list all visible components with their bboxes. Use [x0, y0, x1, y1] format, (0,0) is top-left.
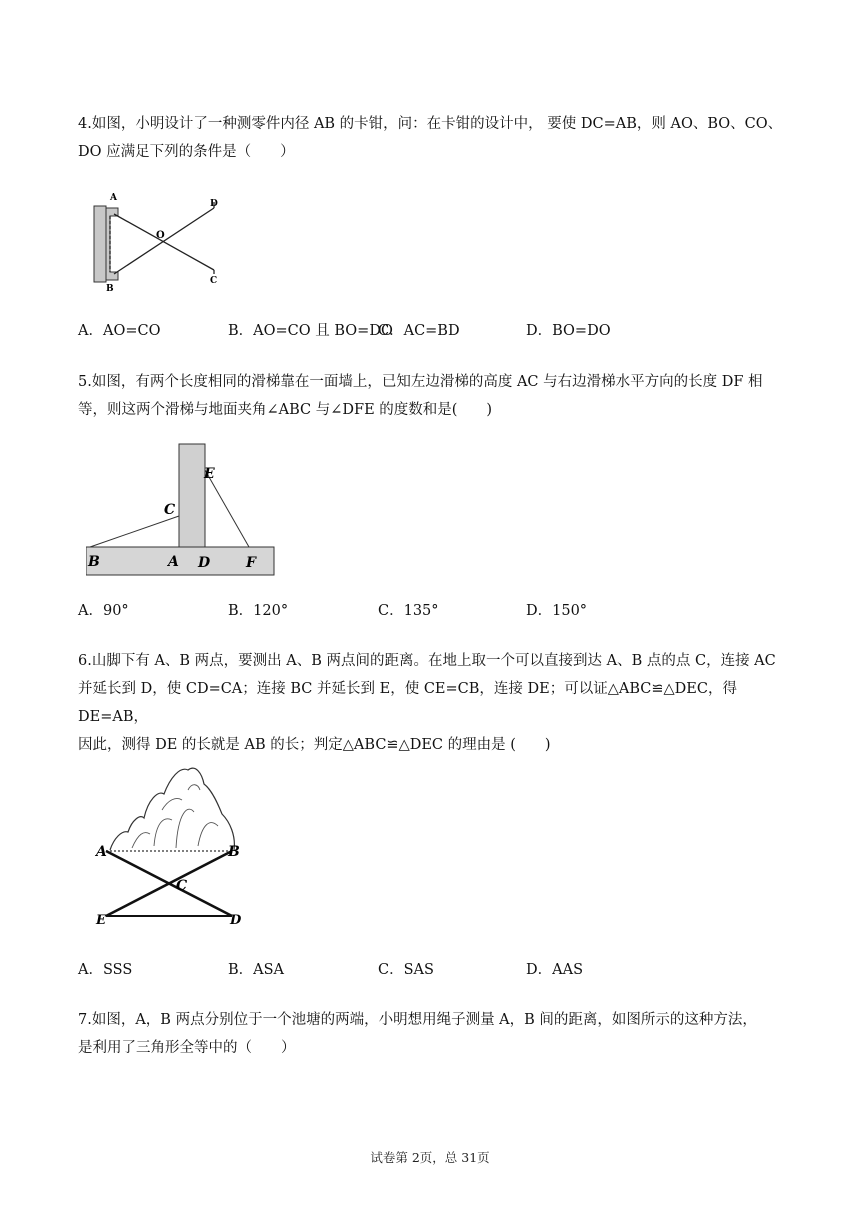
label-d: D [230, 913, 242, 928]
label-c: C [164, 502, 176, 518]
caliper-bar [94, 206, 106, 282]
label-e: E [204, 466, 215, 482]
question-5-text [78, 368, 788, 424]
caliper-diagram [86, 188, 236, 298]
question-7-line-1: 7.如图，A，B 两点分别位于一个池塘的两端，小明想用绳子测量 A，B 间的距离，如图所示的这种方法， [78, 1012, 757, 1028]
arm-ac [114, 214, 214, 270]
label-o: O [156, 230, 165, 241]
question-6-line-1: 6.山脚下有 A、B 两点，要测出 A、B 两点间的距离。在地上取一个可以直接到达 A、B 点的点 C，连接 AC [78, 653, 776, 669]
question-4-options [78, 319, 798, 341]
question-6-line-3: 因此，测得 DE 的长就是 AB 的长；判定△ABC≌△DEC 的理由是 ( ) [78, 737, 551, 753]
option-d[interactable]: D．AAS [526, 962, 584, 978]
question-6-options [78, 958, 798, 980]
label-a: A [168, 554, 179, 570]
label-f: F [246, 555, 256, 571]
question-4-figure [86, 188, 236, 302]
label-b: B [106, 284, 114, 294]
question-5-line-2: 等，则这两个滑梯与地面夹角∠ABC 与∠DFE 的度数和是( ) [78, 402, 493, 418]
label-e: E [96, 913, 106, 928]
question-6-text [78, 647, 788, 759]
option-a[interactable]: A．AO=CO [78, 323, 161, 339]
option-a[interactable]: A．SSS [78, 962, 133, 978]
option-c[interactable]: C．135° [378, 603, 439, 619]
mountain-diagram [92, 760, 252, 930]
label-c: C [210, 276, 218, 286]
caliper-inner-frame [106, 208, 118, 280]
label-c: C [176, 878, 188, 894]
option-d[interactable]: D．150° [526, 603, 588, 619]
option-b[interactable]: B．ASA [228, 962, 285, 978]
label-a: A [110, 193, 117, 203]
label-b: B [88, 554, 100, 570]
option-b[interactable]: B．AO=CO 且 BO=DO [228, 323, 393, 339]
question-4-text [78, 110, 788, 166]
question-4-line-1: 4.如图，小明设计了一种测零件内径 AB 的卡钳，问：在卡钳的设计中， 要使 DC=AB，则 AO、BO、CO、 [78, 116, 783, 132]
question-6-line-2: 并延长到 D，使 CD=CA；连接 BC 并延长到 E，使 CE=CB，连接 DE；可以证△ABC≌△DEC，得 DE=AB， [78, 681, 737, 725]
label-b: B [228, 844, 240, 860]
question-7-text [78, 1006, 788, 1062]
question-5-options [78, 599, 798, 621]
question-5-line-1: 5.如图，有两个长度相同的滑梯靠在一面墙上，已知左边滑梯的高度 AC 与右边滑梯水平方向的长度 DF 相 [78, 374, 763, 390]
question-4-line-2: DO 应满足下列的条件是（ ） [78, 144, 295, 160]
option-a[interactable]: A．90° [78, 603, 129, 619]
wall [179, 444, 205, 547]
arm-bd [114, 208, 214, 274]
slide-diagram [86, 440, 278, 580]
option-d[interactable]: D．BO=DO [526, 323, 611, 339]
left-slide [90, 516, 179, 547]
label-a: A [96, 844, 107, 860]
label-d: D [198, 555, 211, 571]
option-c[interactable]: C．AC=BD [378, 323, 460, 339]
question-7-line-2: 是利用了三角形全等中的（ ） [78, 1040, 296, 1056]
label-d: D [210, 199, 218, 209]
option-b[interactable]: B．120° [228, 603, 289, 619]
question-6-figure [92, 760, 252, 934]
page-footer: 试卷第 2页，总 31页 [370, 1150, 490, 1165]
mountain-outline [110, 768, 234, 850]
option-c[interactable]: C．SAS [378, 962, 434, 978]
question-5-figure [86, 440, 278, 584]
